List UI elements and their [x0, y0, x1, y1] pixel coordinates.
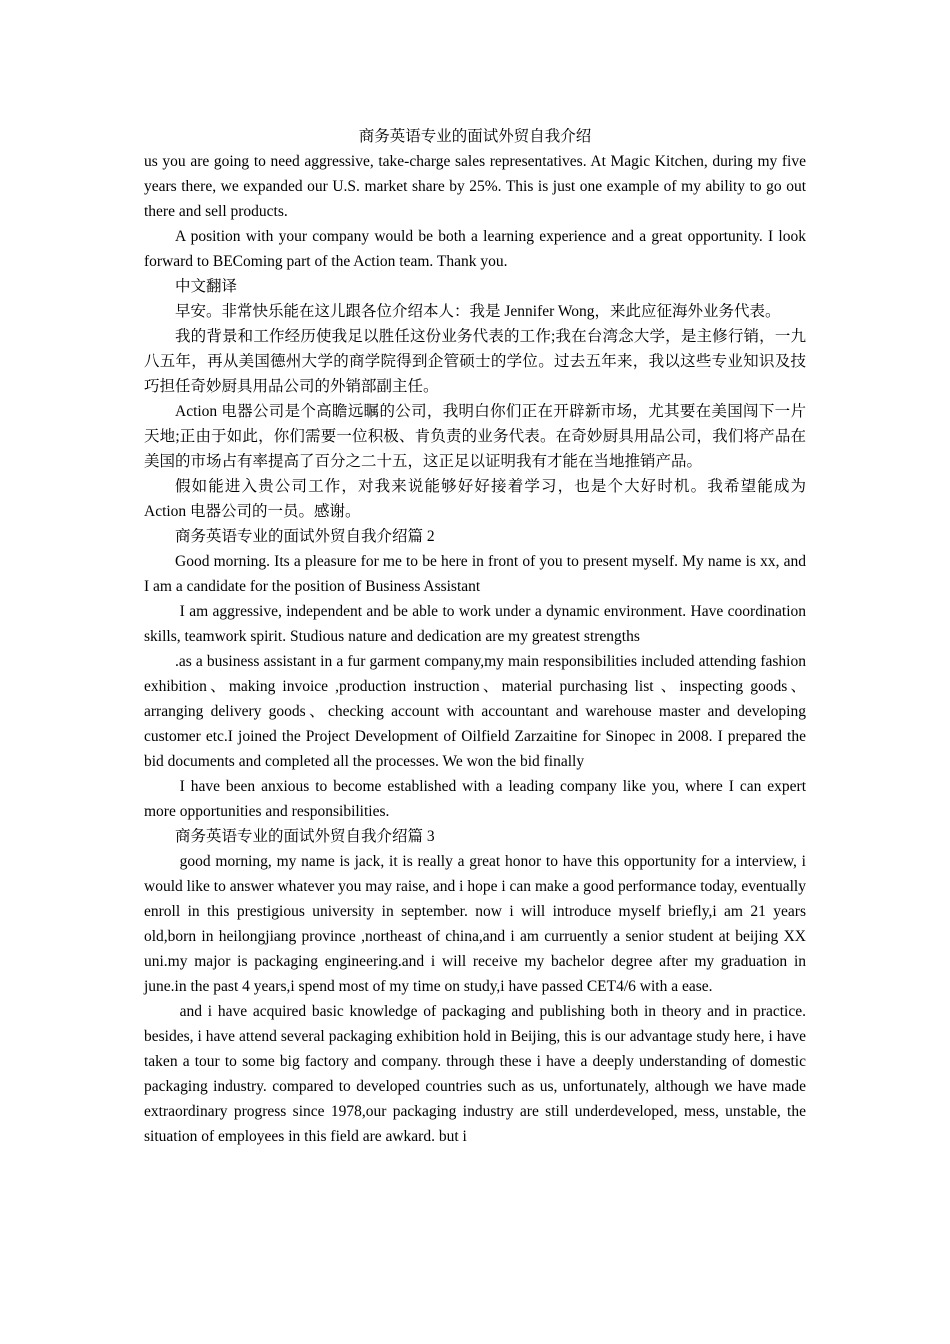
paragraph-closing: A position with your company would be both a learning experience and a great opportunity. I look forward to BEComing part of the Action team. Thank you.	[144, 228, 806, 270]
section-heading-part-2: 商务英语专业的面试外贸自我介绍篇 2	[175, 528, 435, 545]
section-heading-translation: 中文翻译	[175, 278, 238, 295]
paragraph-intro-continued: us you are going to need aggressive, take-charge sales representatives. At Magic Kitchen, during my five years there, we expanded our U.S. market share by 25%. This is just one example of my ability to go out there and sell products.	[144, 153, 806, 220]
paragraph-cn-closing: 假如能进入贵公司工作，对我来说能够好好接着学习，也是个大好时机。我希望能成为 Action 电器公司的一员。感谢。	[144, 478, 806, 520]
paragraph-cn-greeting: 早安。非常快乐能在这儿跟各位介绍本人：我是 Jennifer Wong，来此应征海外业务代表。	[175, 303, 781, 320]
paragraph-part3-intro: good morning, my name is jack, it is really a great honor to have this opportunity for a interview, i would like to answer whatever you may raise, and i hope i can make a good performance today, eventually enroll in this prestigious university in september. now i will introduce myself briefly,i am 21 years old,born in heilongjiang province ,northeast of china,and i am curruently a senior student at beijing XX uni.my major is packaging engineering.and i will receive my bachelor degree after my graduation in june.in the past 4 years,i spend most of my time on study,i have passed CET4/6 with a ease.	[144, 853, 806, 995]
document-page	[144, 124, 806, 1149]
paragraph-part2-closing: I have been anxious to become established with a leading company like you, where I can expert more opportunities and responsibilities.	[144, 778, 806, 820]
document-title: 商务英语专业的面试外贸自我介绍	[358, 128, 592, 145]
paragraph-cn-company: Action 电器公司是个高瞻远瞩的公司，我明白你们正在开辟新市场，尤其要在美国闯下一片天地;正由于如此，你们需要一位积极、肯负责的业务代表。在奇妙厨具用品公司，我们将产品在美国的市场占有率提高了百分之二十五，这正足以证明我有才能在当地推销产品。	[144, 403, 806, 470]
paragraph-part3-knowledge: and i have acquired basic knowledge of packaging and publishing both in theory and in practice. besides, i have attend several packaging exhibition hold in Beijing, this is our advantage study here, i have taken a tour to some big factory and company. through these i have a deeply understanding of domestic packaging industry. compared to developed countries such as us, unfortunately, although we have made extraordinary progress since 1978,our packaging industry are still underdeveloped, mess, unstable, the situation of employees in this field are awkard. but i	[144, 1003, 806, 1145]
paragraph-part2-experience: .as a business assistant in a fur garment company,my main responsibilities included attending fashion exhibition、making invoice ,production instruction、material purchasing list 、inspecting goods、arranging delivery goods、checking account with accountant and warehouse master and developing customer etc.I joined the Project Development of Oilfield Zarzaitine for Sinopec in 2008. I prepared the bid documents and completed all the processes. We won the bid finally	[144, 653, 806, 770]
section-heading-part-3: 商务英语专业的面试外贸自我介绍篇 3	[175, 828, 435, 845]
paragraph-part2-greeting: Good morning. Its a pleasure for me to be here in front of you to present myself. My name is xx, and I am a candidate for the position of Business Assistant	[144, 553, 806, 595]
paragraph-part2-strengths: I am aggressive, independent and be able to work under a dynamic environment. Have coordination skills, teamwork spirit. Studious nature and dedication are my greatest strengths	[144, 603, 806, 645]
paragraph-cn-background: 我的背景和工作经历使我足以胜任这份业务代表的工作;我在台湾念大学，是主修行销，一九八五年，再从美国德州大学的商学院得到企管硕士的学位。过去五年来，我以这些专业知识及技巧担任奇妙厨具用品公司的外销部副主任。	[144, 328, 806, 395]
